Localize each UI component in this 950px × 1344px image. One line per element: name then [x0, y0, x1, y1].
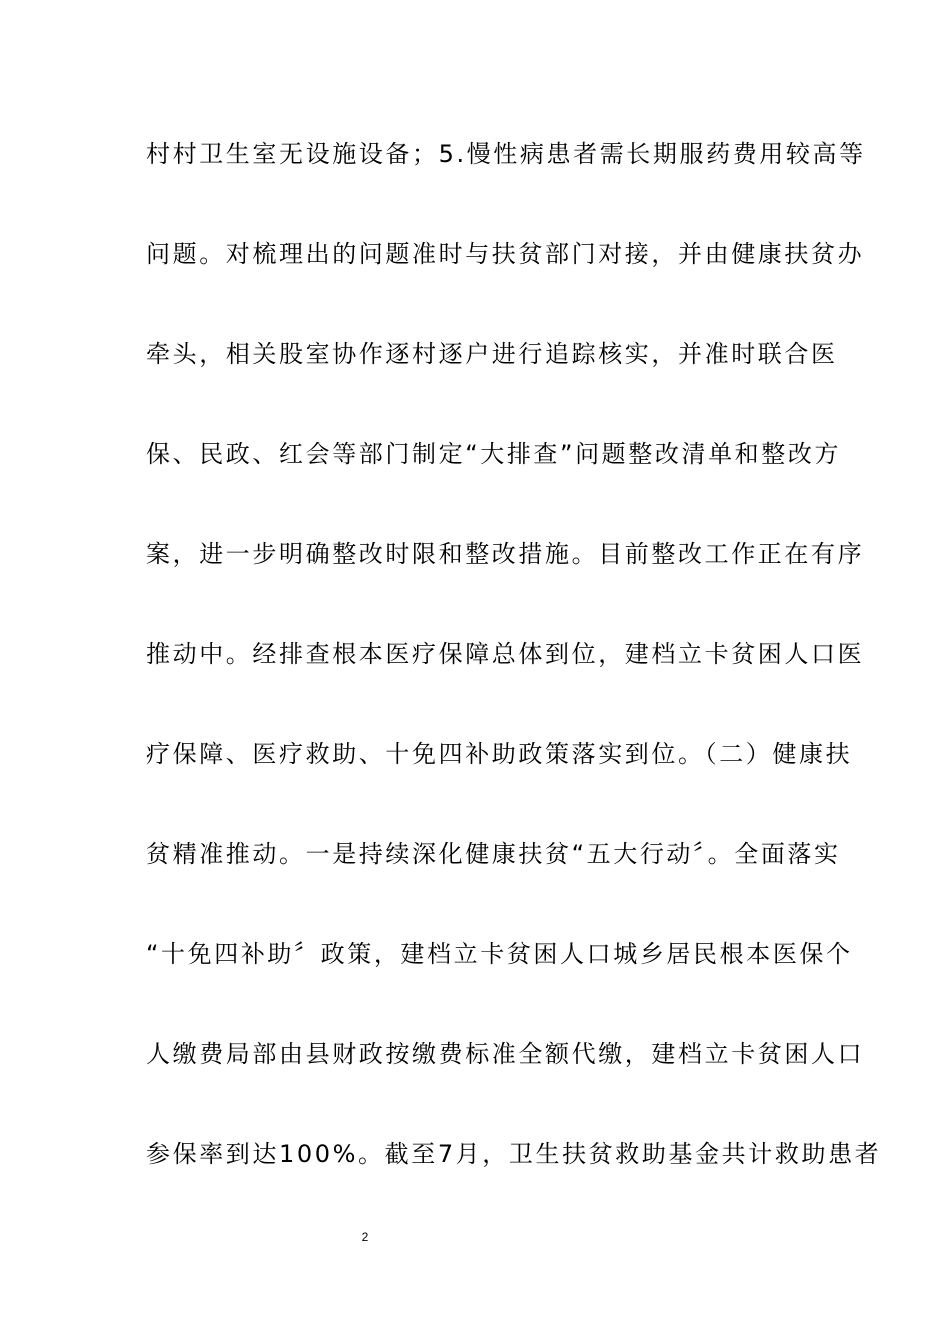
- text-line: 参保率到达100%。截至7月，卫生扶贫救助基金共计救助患者: [146, 1140, 882, 1168]
- text-line: 人缴费局部由县财政按缴费标准全额代缴，建档立卡贫困人口: [146, 1040, 865, 1068]
- text-line: “十免四补助〞政策，建档立卡贫困人口城乡居民根本医保个: [146, 940, 853, 968]
- text-line: 村村卫生室无设施设备；5.慢性病患者需长期服药费用较高等: [146, 140, 866, 168]
- text-line: 牵头，相关股室协作逐村逐户进行追踪核实，并准时联合医: [146, 340, 838, 368]
- page-number: 2: [361, 1230, 369, 1244]
- text-line: 疗保障、医疗救助、十免四补助政策落实到位。（二）健康扶: [146, 740, 853, 768]
- text-line: 问题。对梳理出的问题准时与扶贫部门对接，并由健康扶贫办: [146, 240, 865, 268]
- text-line: 推动中。经排查根本医疗保障总体到位，建档立卡贫困人口医: [146, 640, 865, 668]
- body-text: [146, 130, 882, 1230]
- text-line: 保、民政、红会等部门制定“大排查”问题整改清单和整改方: [146, 440, 842, 468]
- text-line: 案，进一步明确整改时限和整改措施。目前整改工作正在有序: [146, 540, 865, 568]
- text-line: 贫精准推动。一是持续深化健康扶贫“五大行动〞。全面落实: [146, 840, 841, 868]
